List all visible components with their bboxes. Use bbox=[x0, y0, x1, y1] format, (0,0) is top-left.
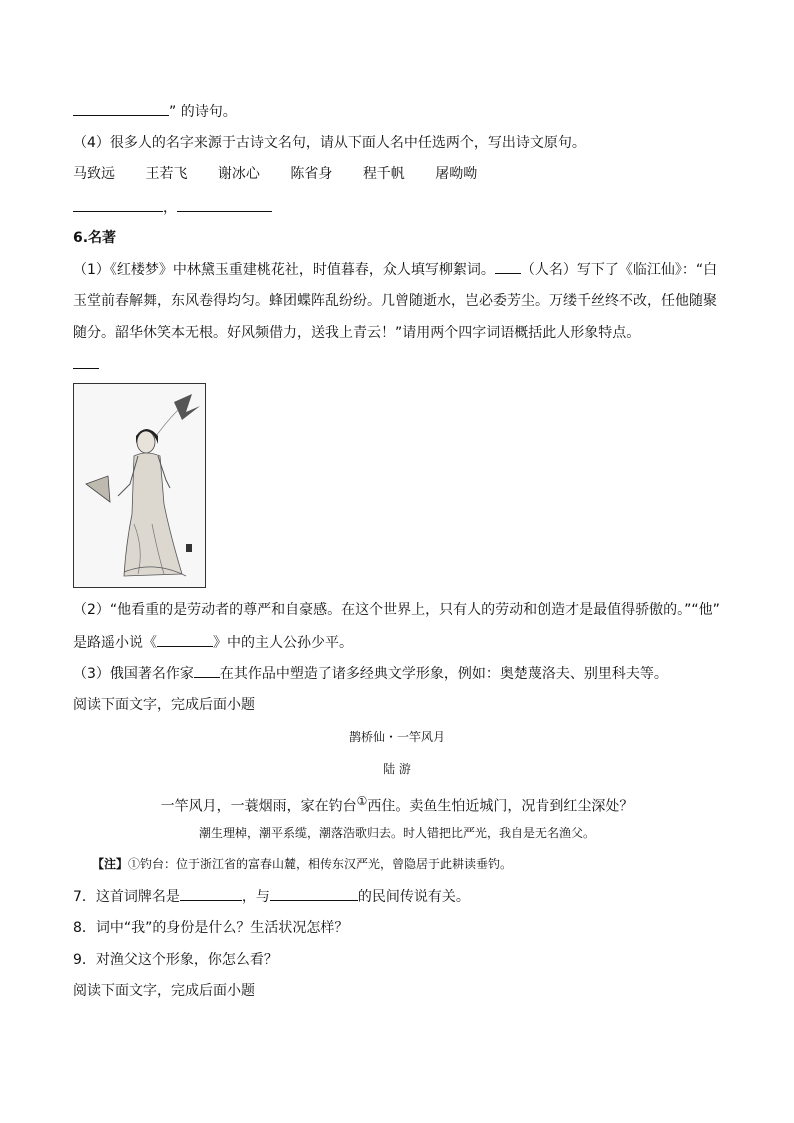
fan-shape bbox=[86, 476, 110, 502]
kite-shape bbox=[174, 394, 200, 420]
name-item: 陈省身 bbox=[290, 166, 333, 182]
q6-title: 6.名著 bbox=[73, 230, 117, 246]
note-text: ①钓台：位于浙江省的富春山麓，相传东汉严光，曾隐居于此耕读垂钓。 bbox=[128, 857, 513, 871]
answer-blank[interactable] bbox=[73, 354, 99, 369]
answer-blank[interactable] bbox=[270, 886, 358, 901]
poem-line-1-a: 一竿风月，一蓑烟雨，家在钓台 bbox=[160, 798, 357, 815]
poem-line-1 bbox=[0, 791, 794, 817]
q6-item1-text-a: （1）《红楼梦》中林黛玉重建桃花社，时值暮春，众人填写柳絮词。 bbox=[73, 262, 495, 278]
name-item: 马致远 bbox=[73, 166, 115, 182]
q6-item2-text-a: 是路遥小说《 bbox=[73, 635, 157, 651]
name-item: 谢冰心 bbox=[217, 166, 260, 182]
poem-title: 鹊桥仙・一竿风月 bbox=[348, 730, 445, 744]
poem-line-2: 潮生理棹，潮平系缆，潮落浩歌归去。时人错把比严光，我自是无名渔父。 bbox=[198, 826, 595, 840]
q6-item3-text-a: （3）俄国著名作家 bbox=[73, 666, 194, 682]
illustration-lin-daiyu bbox=[73, 383, 206, 588]
answer-blank[interactable] bbox=[177, 197, 272, 212]
q6-item1-line3: 随分。韶华休笑本无根。好风频借力，送我上青云！”请用两个四字词语概括此人形象特点。 bbox=[73, 325, 641, 341]
q6-item2-line1: （2）“他看重的是劳动者的尊严和自豪感。在这个世界上，只有人的劳动和创造才是最值得骄傲的。”“他” bbox=[73, 602, 720, 618]
answer-blank[interactable] bbox=[495, 259, 521, 274]
reading-intro: 阅读下面文字，完成后面小题 bbox=[73, 697, 255, 713]
answer-blank[interactable] bbox=[157, 632, 213, 647]
question-9: 9．对渔父这个形象，你怎么看？ bbox=[73, 952, 278, 968]
poem-author: 陆 游 bbox=[383, 762, 411, 776]
answer-blank[interactable] bbox=[180, 886, 242, 901]
question-7 bbox=[73, 886, 470, 907]
name-item: 王若飞 bbox=[145, 166, 188, 182]
q6-item1-answer bbox=[73, 354, 99, 375]
q5-item4: （4）很多人的名字来源于古诗文名句，请从下面人名中任选两个，写出诗文原句。 bbox=[73, 135, 586, 151]
name-list bbox=[73, 164, 503, 184]
q6-item1-line2: 玉堂前春解舞，东风卷得均匀。蜂团蝶阵乱纷纷。几曾随逝水，岂必委芳尘。万缕千丝终不改，任他随聚 bbox=[73, 293, 717, 309]
q7-text-a: 7．这首词牌名是 bbox=[73, 889, 180, 905]
name-item: 屠呦呦 bbox=[435, 166, 478, 182]
note-label: 【注】 bbox=[92, 857, 129, 871]
q6-item2-text-b: 》中的主人公孙少平。 bbox=[213, 635, 353, 651]
answer-blank[interactable] bbox=[194, 663, 220, 678]
q5-answer-blanks bbox=[73, 197, 272, 218]
answer-blank[interactable] bbox=[73, 197, 163, 212]
reading-intro-2: 阅读下面文字，完成后面小题 bbox=[73, 983, 255, 999]
q6-item1-text-b: （人名）写下了《临江仙》：“白 bbox=[520, 262, 718, 278]
q5-answer-line bbox=[73, 101, 237, 122]
q7-text-c: 的民间传说有关。 bbox=[357, 889, 470, 905]
q7-text-b: ，与 bbox=[241, 889, 270, 905]
footnote-marker: ① bbox=[356, 794, 368, 808]
poem-line-1-b: 西住。卖鱼生怕近城门，况肯到红尘深处？ bbox=[367, 798, 634, 815]
q5-line-tail: ” 的诗句。 bbox=[169, 104, 237, 120]
q6-item3 bbox=[73, 663, 668, 684]
comma: ， bbox=[163, 200, 177, 216]
question-8: 8．词中“我”的身份是什么？生活状况怎样？ bbox=[73, 920, 349, 936]
seal-mark bbox=[186, 544, 192, 552]
q6-item1-line1 bbox=[73, 259, 717, 280]
name-item: 程千帆 bbox=[362, 166, 405, 182]
q6-item2-line2 bbox=[73, 632, 353, 653]
poem-note bbox=[92, 854, 512, 874]
figure-drawing bbox=[74, 384, 205, 587]
answer-blank[interactable] bbox=[73, 101, 169, 116]
q6-item3-text-b: 在其作品中塑造了诸多经典文学形象，例如：奥楚蔑洛夫、别里科夫等。 bbox=[219, 666, 668, 682]
